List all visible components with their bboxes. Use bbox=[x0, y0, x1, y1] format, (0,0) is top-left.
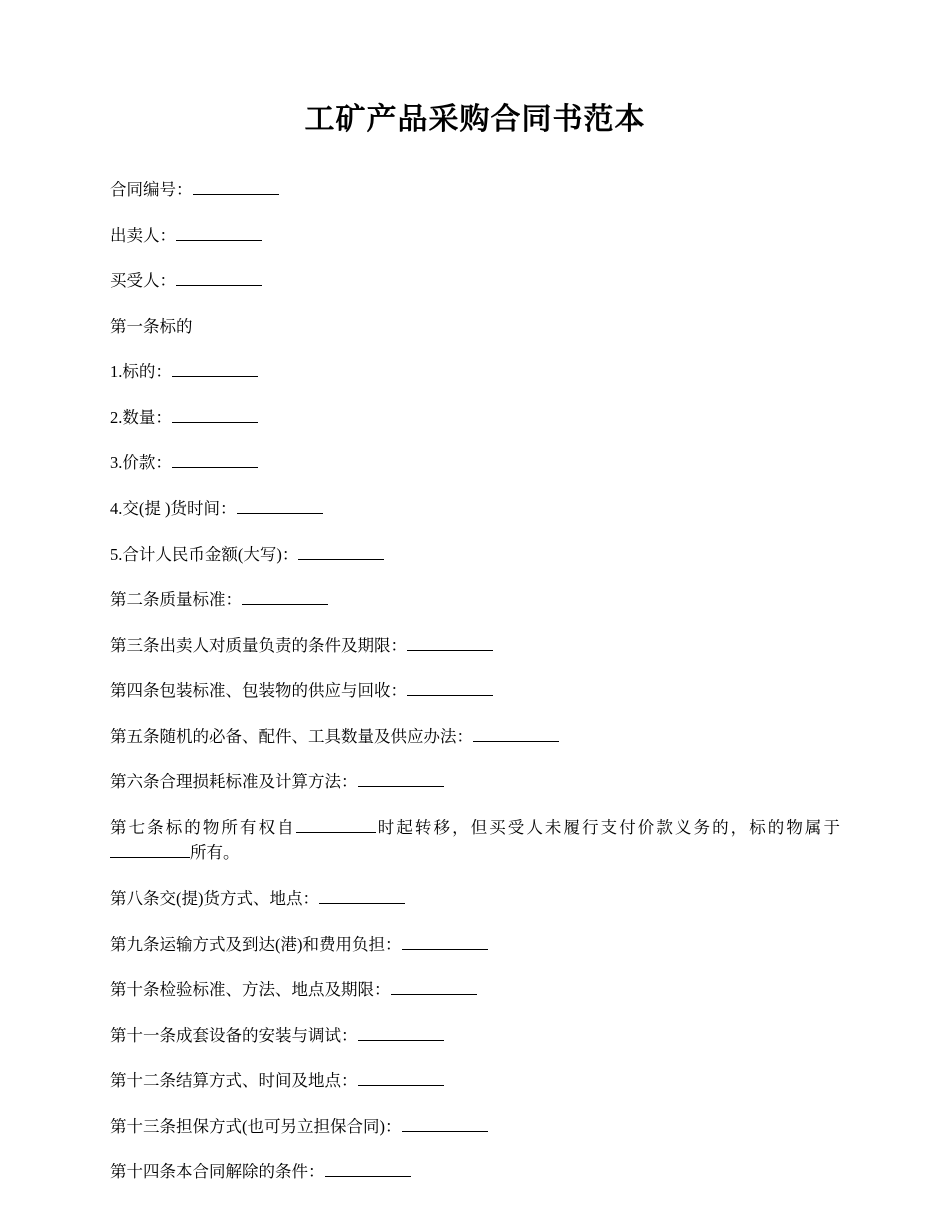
paragraph-article-1-heading bbox=[110, 314, 840, 340]
fill-blank[interactable] bbox=[391, 978, 477, 996]
fill-blank[interactable] bbox=[473, 724, 559, 742]
paragraph-article-11 bbox=[110, 1023, 840, 1049]
paragraph-item-price bbox=[110, 450, 840, 476]
fill-blank[interactable] bbox=[296, 815, 376, 833]
paragraph-text: 2.数量： bbox=[110, 407, 172, 427]
paragraph-text: 合同编号： bbox=[110, 180, 193, 199]
fill-blank[interactable] bbox=[407, 633, 493, 651]
paragraph-text: 1.标的： bbox=[110, 362, 172, 382]
paragraph-buyer bbox=[110, 268, 840, 294]
fill-blank[interactable] bbox=[319, 887, 405, 905]
paragraph-text: 买受人： bbox=[110, 271, 176, 291]
paragraph-text: 第四条包装标准、包装物的供应与回收： bbox=[110, 681, 407, 701]
fill-blank[interactable] bbox=[358, 1023, 444, 1041]
paragraph-contract-number bbox=[110, 177, 840, 203]
paragraph-item-subject bbox=[110, 359, 840, 385]
paragraph-item-total-amount bbox=[110, 542, 840, 568]
fill-blank[interactable] bbox=[237, 496, 323, 514]
fill-blank[interactable] bbox=[172, 405, 258, 423]
fill-blank[interactable] bbox=[358, 1069, 444, 1087]
fill-blank[interactable] bbox=[298, 542, 384, 560]
paragraph-text-part3: 所有。 bbox=[190, 843, 240, 863]
fill-blank[interactable] bbox=[176, 269, 262, 287]
paragraph-article-5 bbox=[110, 724, 840, 750]
fill-blank[interactable] bbox=[172, 451, 258, 469]
paragraph-text: 第二条质量标准： bbox=[110, 590, 242, 610]
paragraph-text-part1: 第七条标的物所有权自 bbox=[110, 817, 296, 837]
paragraph-article-12 bbox=[110, 1068, 840, 1094]
paragraph-text: 第十条检验标准、方法、地点及期限： bbox=[110, 980, 391, 1000]
paragraph-article-13 bbox=[110, 1114, 840, 1140]
paragraph-text: 第六条合理损耗标准及计算方法： bbox=[110, 772, 358, 792]
fill-blank[interactable] bbox=[193, 178, 279, 196]
paragraph-article-10 bbox=[110, 977, 840, 1003]
fill-blank[interactable] bbox=[358, 770, 444, 788]
page-title: 工矿产品采购合同书范本 bbox=[304, 102, 646, 137]
paragraph-text: 第十四条本合同解除的条件： bbox=[110, 1162, 325, 1182]
paragraph-text: 4.交(提 )货时间： bbox=[110, 498, 237, 518]
paragraph-item-delivery-time bbox=[110, 496, 840, 522]
paragraph-text: 第一条标的 bbox=[110, 316, 193, 336]
paragraph-text: 第十三条担保方式(也可另立担保合同)： bbox=[110, 1116, 402, 1136]
paragraph-text: 第九条运输方式及到达(港)和费用负担： bbox=[110, 934, 402, 954]
paragraph-article-9 bbox=[110, 932, 840, 958]
paragraph-article-14 bbox=[110, 1159, 840, 1185]
fill-blank[interactable] bbox=[325, 1160, 411, 1178]
fill-blank[interactable] bbox=[242, 588, 328, 606]
paragraph-text: 第十二条结算方式、时间及地点： bbox=[110, 1071, 358, 1091]
paragraph-text: 5.合计人民币金额(大写)： bbox=[110, 544, 299, 564]
fill-blank[interactable] bbox=[402, 1114, 488, 1132]
fill-blank[interactable] bbox=[110, 841, 190, 859]
paragraph-item-quantity bbox=[110, 405, 840, 431]
paragraph-text: 出卖人： bbox=[110, 225, 176, 245]
paragraph-article-6 bbox=[110, 769, 840, 795]
fill-blank[interactable] bbox=[402, 932, 488, 950]
paragraph-article-2 bbox=[110, 587, 840, 613]
paragraph-text: 第十一条成套设备的安装与调试： bbox=[110, 1025, 358, 1045]
paragraph-text-part2: 时起转移，但买受人未履行支付价款义务的，标的物属于 bbox=[375, 817, 841, 837]
paragraph-article-8 bbox=[110, 886, 840, 912]
paragraph-article-7 bbox=[110, 815, 840, 866]
paragraph-text: 第八条交(提)货方式、地点： bbox=[110, 889, 319, 908]
fill-blank[interactable] bbox=[172, 360, 258, 378]
paragraph-text: 第三条出卖人对质量负责的条件及期限： bbox=[110, 635, 407, 655]
paragraph-article-4 bbox=[110, 678, 840, 704]
fill-blank[interactable] bbox=[407, 679, 493, 697]
paragraph-seller bbox=[110, 223, 840, 249]
paragraph-text: 3.价款： bbox=[110, 453, 172, 473]
paragraph-text: 第五条随机的必备、配件、工具数量及供应办法： bbox=[110, 726, 473, 746]
fill-blank[interactable] bbox=[176, 223, 262, 241]
document-body bbox=[110, 177, 840, 1185]
paragraph-article-3 bbox=[110, 633, 840, 659]
